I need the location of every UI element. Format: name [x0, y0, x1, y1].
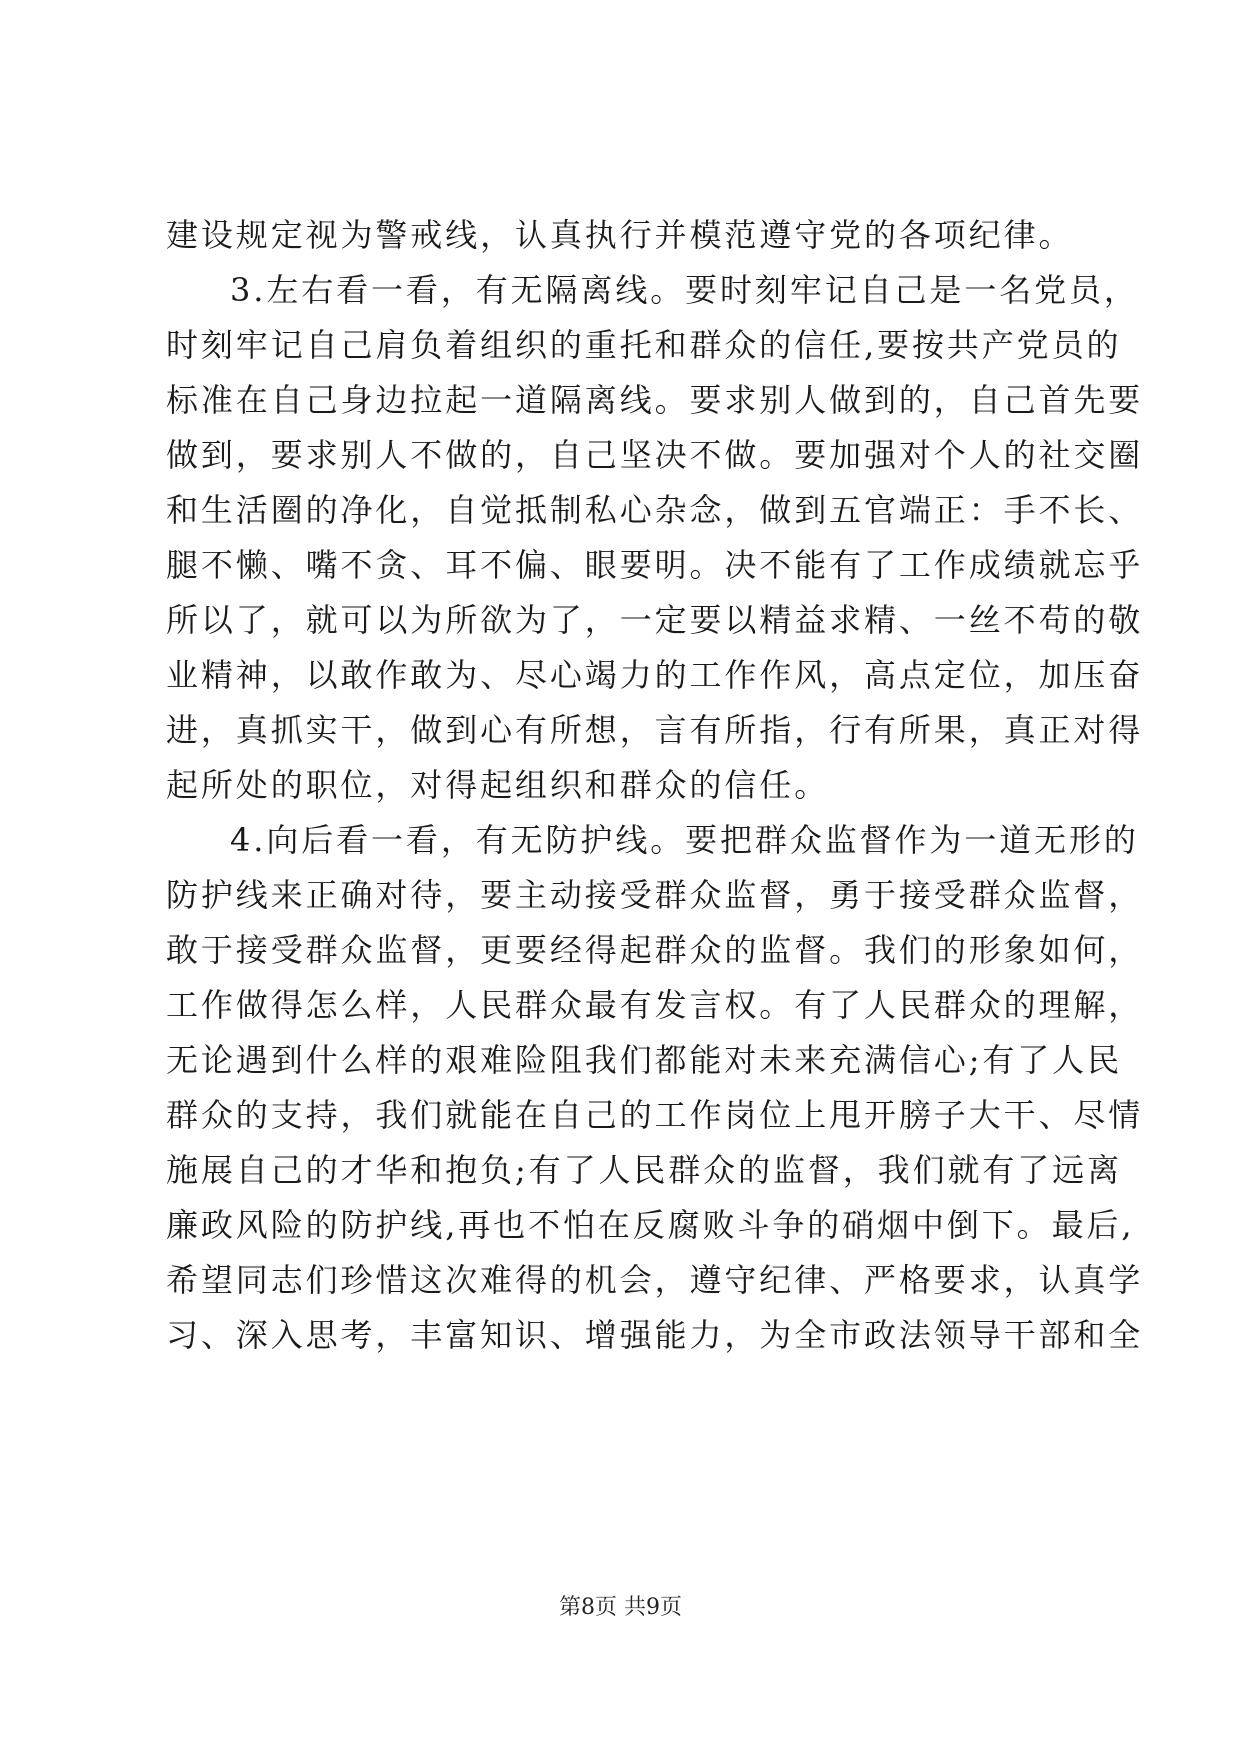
text-line: 腿不懒、嘴不贪、耳不偏、眼要明。决不能有了工作成绩就忘乎 — [166, 546, 1144, 584]
text-line: 所以了，就可以为所欲为了，一定要以精益求精、一丝不苟的敬 — [166, 601, 1144, 639]
text-line: 习、深入思考，丰富知识、增强能力，为全市政法领导干部和全 — [166, 1316, 1144, 1354]
text-line: 群众的支持，我们就能在自己的工作岗位上甩开膀子大干、尽情 — [166, 1096, 1144, 1134]
text-line: 廉政风险的防护线,再也不怕在反腐败斗争的硝烟中倒下。最后, — [166, 1206, 1135, 1244]
text-line: 进，真抓实干，做到心有所想，言有所指，行有所果，真正对得 — [166, 711, 1144, 749]
paragraph-3-first-line: 3.左右看一看，有无隔离线。要时刻牢记自己是一名党员， — [230, 271, 1139, 309]
text-line: 标准在自己身边拉起一道隔离线。要求别人做到的，自己首先要 — [166, 381, 1144, 419]
text-line: 做到，要求别人不做的，自己坚决不做。要加强对个人的社交圈 — [166, 436, 1144, 474]
text-line: 和生活圈的净化，自觉抵制私心杂念，做到五官端正：手不长、 — [166, 491, 1144, 529]
document-body — [166, 208, 1144, 1363]
text-line: 施展自己的才华和抱负;有了人民群众的监督，我们就有了远离 — [166, 1151, 1122, 1189]
page-number-footer: 第8页 共9页 — [559, 1595, 682, 1620]
paragraph-4-first-line: 4.向后看一看，有无防护线。要把群众监督作为一道无形的 — [230, 821, 1139, 859]
text-line: 希望同志们珍惜这次难得的机会，遵守纪律、严格要求，认真学 — [166, 1261, 1144, 1299]
text-line: 时刻牢记自己肩负着组织的重托和群众的信任,要按共产党员的 — [166, 326, 1122, 364]
text-line: 工作做得怎么样，人民群众最有发言权。有了人民群众的理解， — [166, 986, 1144, 1024]
text-line: 业精神，以敢作敢为、尽心竭力的工作作风，高点定位，加压奋 — [166, 656, 1144, 694]
text-line: 建设规定视为警戒线，认真执行并模范遵守党的各项纪律。 — [166, 216, 1074, 254]
text-line: 无论遇到什么样的艰难险阻我们都能对未来充满信心;有了人民 — [166, 1041, 1122, 1079]
text-line: 起所处的职位，对得起组织和群众的信任。 — [166, 766, 830, 804]
text-line: 敢于接受群众监督，更要经得起群众的监督。我们的形象如何， — [166, 931, 1144, 969]
text-line: 防护线来正确对待，要主动接受群众监督，勇于接受群众监督， — [166, 876, 1144, 914]
